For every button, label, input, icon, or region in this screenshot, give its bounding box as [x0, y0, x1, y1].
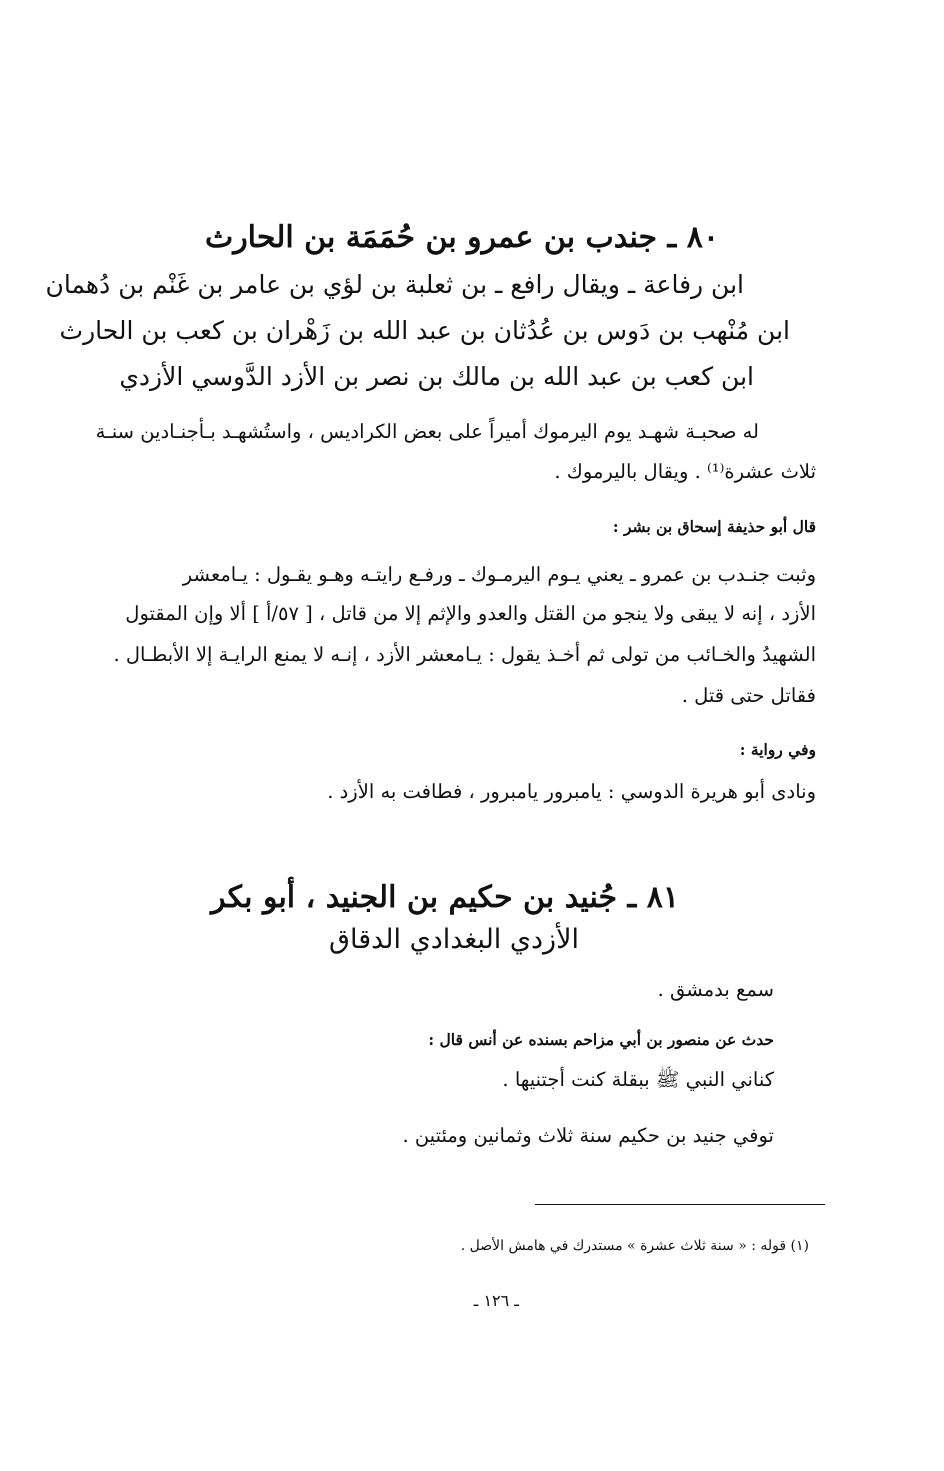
entry-80-narrator: قال أبو حذيفة إسحاق بن بشر : — [612, 517, 816, 536]
entry-80-variant-label: وفي رواية : — [739, 740, 816, 759]
entry-80-lineage-line-2: ابن مُنْهب بن دَوس بن عُدُثان بن عبد الله بن زَهْران بن كعب بن الحارث — [59, 316, 790, 345]
entry-80-narration-line-2: الأزد ، إنه لا يبقى ولا ينجو من القتل والعدو والإثم إلا من قاتل ، [ ٥٧/أ ] ألا وإن المقتول — [125, 602, 816, 625]
entry-80-lineage-line-3: ابن كعب بن عبد الله بن مالك بن نصر بن الأزد الدَّوسي الأزدي — [119, 362, 754, 391]
entry-80-narration-line-1: وثبت جنـدب بن عمرو ـ يعني يـوم اليرمـوك ـ ورفـع رايتـه وهـو يقـول : يـامعشر — [182, 563, 816, 586]
entry-81-subheading: الأزدي البغدادي الدقاق — [329, 924, 579, 955]
entry-80-variant-text: ونادى أبو هريرة الدوسي : يامبرور يامبرور ، فطافت به الأزد . — [327, 780, 816, 803]
entry-81-hadith: كناني النبي ﷺ ببقلة كنت أجتنيها . — [502, 1068, 774, 1091]
entry-80-bio-line-1: له صحبـة شهـد يوم اليرموك أميراً على بعض الكراديس ، واستُشهـد بـأجنـادين سنـة — [95, 420, 759, 443]
entry-80-narration-line-3: الشهيدُ والخـائب من تولى ثم أخـذ يقول : يـامعشر الأزد ، إنـه لا يمنع الرايـة إلا الأبطـال . — [113, 643, 816, 666]
entry-80-lineage-line-1: ابن رفاعة ـ ويقال رافع ـ بن ثعلبة بن لؤي بن عامر بن غَنْم بن دُهمان — [45, 270, 744, 299]
entry-80-narration-line-4: فقاتل حتى قتل . — [681, 684, 816, 707]
entry-81-heard: سمع بدمشق . — [657, 978, 774, 1001]
entry-81-death: توفي جنيد بن حكيم سنة ثلاث وثمانين ومئتين . — [402, 1124, 774, 1147]
page-number: ـ ١٢٦ ـ — [473, 1291, 519, 1310]
entry-81-heading: ٨١ ـ جُنيد بن حكيم بن الجنيد ، أبو بكر — [211, 880, 679, 915]
footnote: (١) قوله : « سنة ثلاث عشرة » مستدرك في هامش الأصل . — [460, 1238, 809, 1254]
entry-80-heading: ٨٠ ـ جندب بن عمرو بن حُمَمَة بن الحارث — [204, 220, 719, 255]
entry-81-narrator: حدث عن منصور بن أبي مزاحم بسنده عن أنس قال : — [428, 1030, 774, 1049]
footnote-separator — [535, 1204, 825, 1205]
entry-80-bio-line-2: ثلاث عشرة⁽¹⁾ . ويقال باليرموك . — [554, 460, 816, 483]
